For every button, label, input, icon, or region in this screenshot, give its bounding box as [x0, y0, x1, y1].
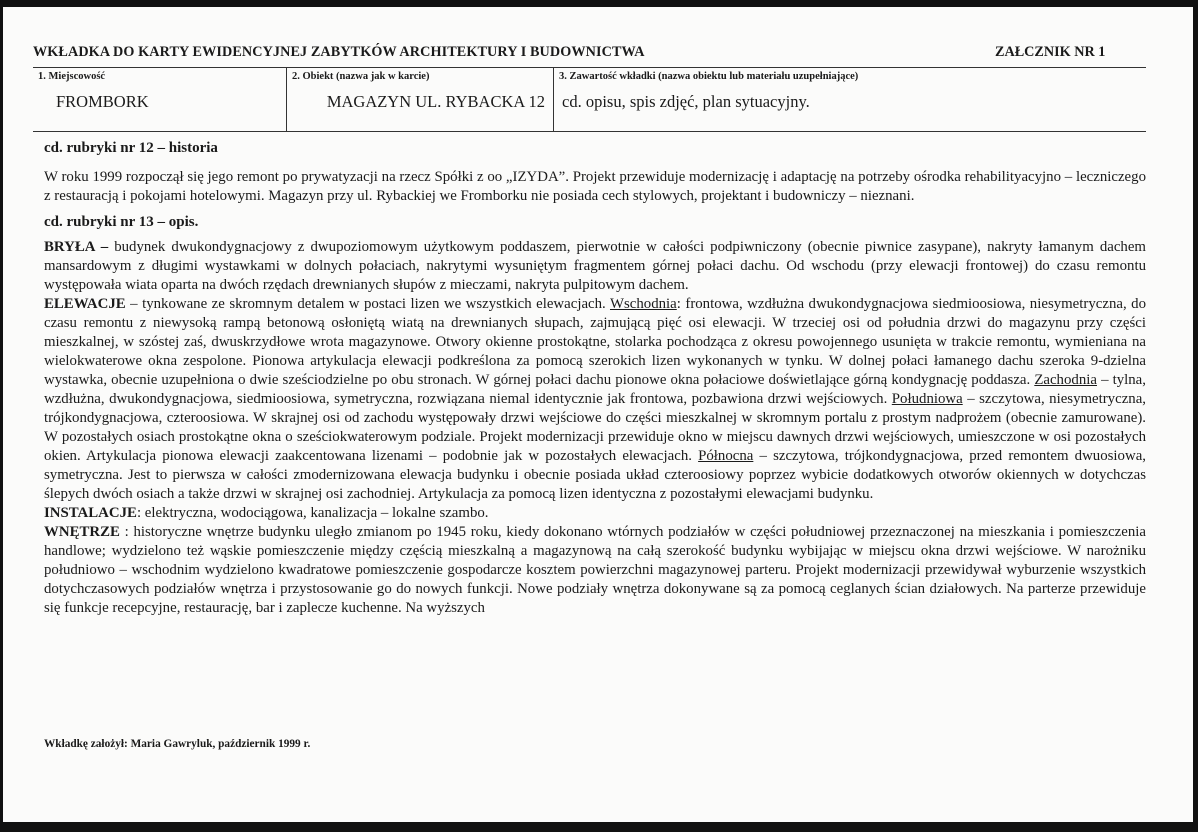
south-elevation-label: Południowa: [891, 391, 963, 407]
document-page: [3, 7, 1193, 822]
metadata-table: [33, 67, 1146, 132]
east-elevation-text: : frontowa, wzdłużna dwukondygnacjowa siedmioosiowa, niesymetryczna, do czasu remontu z niewysoką rampą betonową osłoniętą wiatą na drewnianych słupach, zajmującą pięć osi elewacji. W trzeciej osi od południa drzwi do magazynu przy części mieszkalnej, w szóstej zaś, dwuskrzydłowe wrota magazynowe. Otwory okienne prostokątne, stolarka pochodząca z okresu powojennego usunięta w trakcie remontu, wymieniana na wielokwaterowe okna zespolone. Pionowa artykulacja elewacji podkreślona za pomocą szerokich lizen wykonanych w tynku. W dolnej połaci łamanego dachu szeroka 9-dzielna wystawka, obecnie uzupełniona o dwie sześciodzielne po obu stronach. W górnej połaci dachu pionowe okna połaciowe doświetlające górną kondygnację poddasza.: [44, 296, 1146, 388]
west-elevation-label: Zachodnia: [1034, 372, 1097, 388]
instalacje-label: INSTALACJE: [44, 505, 137, 521]
contents-cell: [553, 68, 1146, 131]
instalacje-paragraph: [44, 504, 1146, 523]
history-paragraph: W roku 1999 rozpoczął się jego remont po prywatyzacji na rzecz Spółki z oo „IZYDA”. Projekt przewiduje modernizację i adaptację na potrzeby ośrodka rehabilityacyjno – leczniczego z restauracją i pokojami hotelowymi. Magazyn przy ul. Rybackiej we Fromborku nie posiada cech stylowych, projektant i budowniczy – nieznani.: [44, 169, 1146, 204]
north-elevation-label: Północna: [698, 448, 754, 464]
history-heading: cd. rubryki nr 12 – historia: [44, 140, 218, 156]
elewacje-label: ELEWACJE: [44, 296, 126, 312]
contents-label: 3. Zawartość wkładki (nazwa obiektu lub materiału uzupełniające): [559, 71, 859, 82]
elewacje-paragraph: [44, 295, 1146, 504]
author-signature: Wkładkę założył: Maria Gawryluk, październik 1999 r.: [44, 738, 311, 750]
south-elevation-text: – szczytowa, niesymetryczna, trójkondygnacjowa, czteroosiowa. W skrajnej osi od zachodu występowały drzwi wejściowe do części mieszkalnej w skromnym portalu z prostym nadprożem (obecnie zamurowane). W pozostałych osiach prostokątne okna o sześciokwaterowym podziale. Projekt modernizacji przewiduje okno w miejscu dawnych drzwi wejściowych, umieszczone w osi pozostałych okien. Artykulacja pionowa elewacji zaakcentowana lizenami – podobnie jak w pozostałych elewacjach.: [44, 391, 1147, 464]
object-label: 2. Obiekt (nazwa jak w karcie): [292, 71, 430, 82]
document-title: WKŁADKA DO KARTY EWIDENCYJNEJ ZABYTKÓW ARCHITEKTURY I BUDOWNICTWA: [33, 44, 645, 60]
wnetrze-label: WNĘTRZE: [44, 524, 120, 540]
locality-value: FROMBORK: [56, 92, 149, 111]
locality-cell: [33, 68, 286, 131]
description-heading: cd. rubryki nr 13 – opis.: [44, 214, 199, 230]
elewacje-intro: – tynkowane ze skromnym detalem w postaci lizen we wszystkich elewacjach.: [125, 296, 610, 312]
object-value: MAGAZYN UL. RYBACKA 12: [326, 92, 545, 111]
wnetrze-paragraph: [44, 523, 1146, 618]
wnetrze-text: : historyczne wnętrze budynku uległo zmianom po 1945 roku, kiedy dokonano wtórnych podziałów w części południowej przeznaczonej na mieszkania i pomieszczenia handlowe; wydzielono też wąskie pomieszczenie między częścią mieszkalną a magazynową na całą szerokość budynku wybijając w miejscu okna drzwi wejściowe. W narożniku południowo – wschodnim wydzielono kwadratowe pomieszczenie gospodarcze kosztem powierzchni magazynowej parteru. Projekt modernizacji przewidywał wyburzenie wszystkich dotychczasowych podziałów wnętrza i przystosowanie go do nowych funkcji. Nowe podziały wnętrza dokonywane są za pomocą ceglanych ścian działowych. Na parterze przewiduje się funkcje recepcyjne, restaurację, bar i zaplecze kuchenne. Na wyższych: [44, 524, 1146, 616]
east-elevation-label: Wschodnia: [609, 296, 677, 312]
annex-number: ZAŁCZNIK NR 1: [995, 44, 1106, 60]
west-elevation-text: – tylna, wzdłużna, dwukondygnacjowa, siedmioosiowa, symetryczna, rozwiązana niemal identycznie jak frontowa, pozbawiona drzwi wejściowych.: [44, 372, 1146, 407]
locality-label: 1. Miejscowość: [38, 71, 106, 82]
instalacje-text: : elektryczna, wodociągowa, kanalizacja – lokalne szambo.: [136, 505, 489, 521]
bryla-label: BRYŁA –: [44, 239, 109, 255]
document-body: [44, 138, 1146, 618]
bryla-paragraph: [44, 238, 1146, 295]
object-cell: [286, 68, 553, 131]
contents-value: cd. opisu, spis zdjęć, plan sytuacyjny.: [562, 92, 810, 111]
bryla-text: budynek dwukondygnacjowy z dwupoziomowym użytkowym poddaszem, pierwotnie w całości podpiwniczony (obecnie piwnice zasypane), nakryty łamanym dachem mansardowym z długimi wystawkami w dolnych połaciach, nakrytymi wysuniętym fragmentem górnej połaci dachu. Od wschodu (przy elewacji frontowej) do czasu remontu występowała wiata oparta na dwóch rzędach drewnianych słupów z mieczami, nakryta pulpitowym dachem.: [44, 239, 1146, 293]
north-elevation-text: – szczytowa, trójkondygnacjowa, przed remontem dwuosiowa, symetryczna. Jest to pierwsza w całości zmodernizowana elewacja budynku i obecnie posiada układ czteroosiowy poprzez wybicie dodatkowych otworów okiennych w dotychczas ślepych dwóch osiach a także drzwi w skrajnej osi zachodniej. Artykulacja za pomocą lizen identyczna z pozostałymi elewacjami budynku.: [44, 448, 1146, 502]
